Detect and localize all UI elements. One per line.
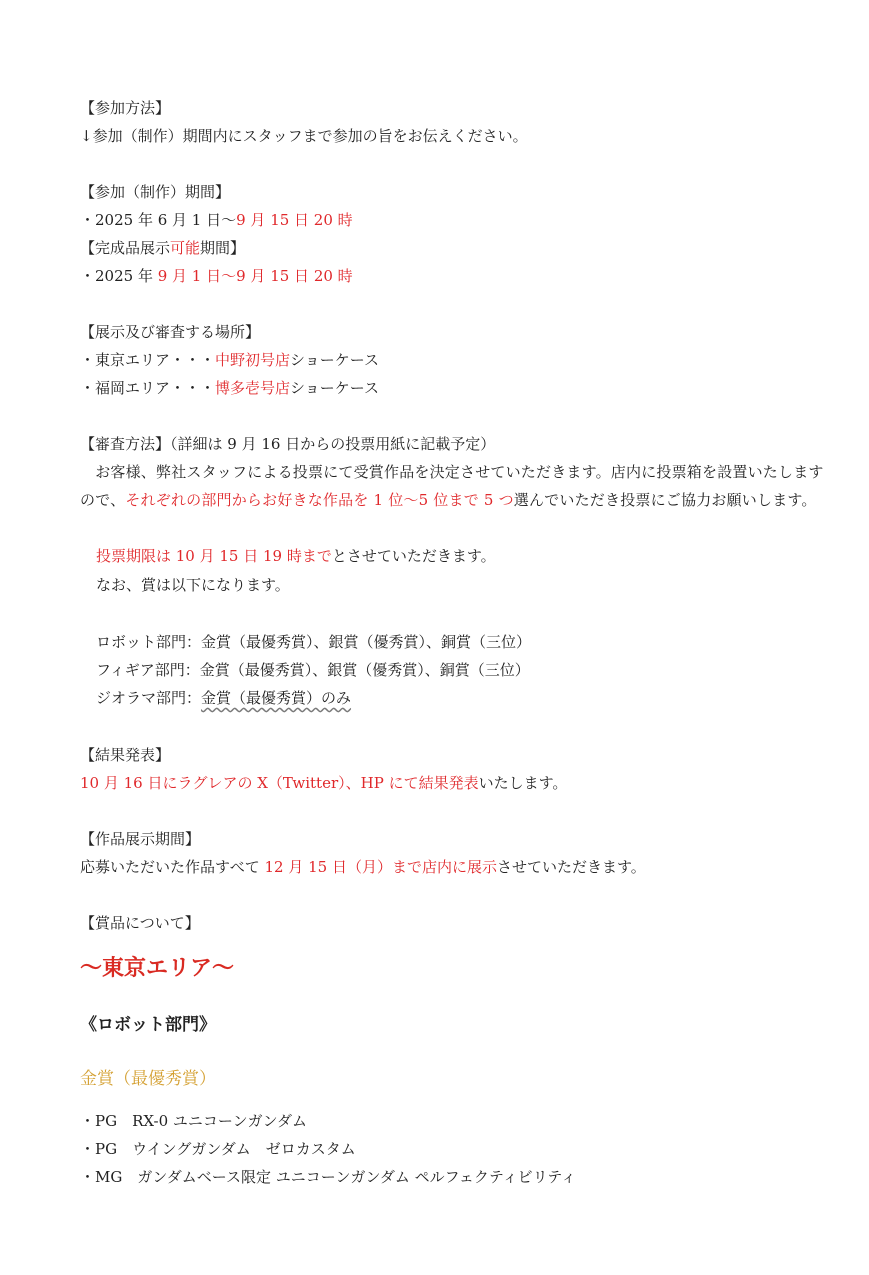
exhibit-prefix: 応募いただいた作品すべて — [80, 858, 265, 876]
vote-deadline-suffix: とさせていただきます。 — [331, 547, 496, 565]
display-line-red: 9 月 1 日〜9 月 15 日 20 時 — [157, 267, 353, 285]
category-heading: 《ロボット部門》 — [80, 1015, 216, 1035]
exhibit-line — [80, 857, 646, 877]
display-possible-heading — [80, 238, 245, 258]
awards-intro: なお、賞は以下になります。 — [96, 576, 290, 594]
award-row-figure: フィギア部門：金賞（最優秀賞）、銀賞（優秀賞）、銅賞（三位） — [96, 661, 530, 679]
area-heading: 〜東京エリア〜 — [80, 955, 235, 981]
diorama-value: 金賞（最優秀賞）のみ — [201, 689, 352, 707]
exhibit-heading: 【作品展示期間】 — [80, 830, 201, 848]
period-line — [80, 210, 353, 230]
display-heading-b: 期間】 — [200, 239, 246, 257]
location-item — [80, 350, 379, 370]
display-possible-line — [80, 266, 353, 286]
prize-item: ・PG ウイングガンダム ゼロカスタム — [80, 1140, 356, 1158]
judging-text-a: お客様、弊社スタッフによる投票にて受賞作品を決定させていただきます。店内に投票箱を設置いたしますので、 — [80, 463, 824, 509]
prize-item: ・MG ガンダムベース限定 ユニコーンガンダム ペルフェクティビリティ — [80, 1168, 577, 1186]
exhibit-suffix: させていただきます。 — [496, 858, 646, 876]
prizes-heading: 【賞品について】 — [80, 914, 200, 932]
results-line — [80, 773, 567, 793]
award-row-robot: ロボット部門：金賞（最優秀賞）、銀賞（優秀賞）、銅賞（三位） — [96, 633, 532, 651]
location-suffix: ショーケース — [290, 379, 379, 397]
join-text: ↓参加（制作）期間内にスタッフまで参加の旨をお伝えください。 — [80, 127, 528, 145]
location-prefix: ・福岡エリア・・・ — [80, 379, 216, 397]
results-red: 10 月 16 日にラグレアの X（Twitter）、HP にて結果発表 — [80, 774, 479, 792]
location-store: 中野初号店 — [215, 351, 291, 369]
location-suffix: ショーケース — [290, 351, 379, 369]
location-heading: 【展示及び審査する場所】 — [80, 323, 261, 341]
results-suffix: いたします。 — [478, 774, 568, 792]
judging-heading: 【審査方法】（詳細は 9 月 16 日からの投票用紙に記載予定） — [80, 435, 496, 453]
diorama-label: ジオラマ部門： — [96, 689, 202, 707]
judging-highlight: それぞれの部門からお好きな作品を 1 位〜5 位まで 5 つ — [125, 491, 514, 509]
results-heading: 【結果発表】 — [80, 746, 171, 764]
period-heading: 【参加（制作）期間】 — [80, 183, 231, 201]
vote-deadline — [96, 546, 496, 566]
join-heading: 【参加方法】 — [80, 99, 171, 117]
location-store: 博多壱号店 — [215, 379, 291, 397]
award-row-diorama — [96, 688, 351, 708]
location-prefix: ・東京エリア・・・ — [80, 351, 216, 369]
exhibit-red: 12 月 15 日（月）まで店内に展示 — [264, 858, 497, 876]
judging-text-b: 選んでいただき投票にご協力お願いします。 — [513, 491, 817, 509]
vote-deadline-red: 投票期限は 10 月 15 日 19 時まで — [96, 547, 332, 565]
prize-item: ・PG RX-0 ユニコーンガンダム — [80, 1112, 307, 1130]
period-prefix: ・2025 年 6 月 1 日〜 — [80, 211, 237, 229]
period-end: 9 月 15 日 20 時 — [236, 211, 353, 229]
display-heading-red: 可能 — [170, 239, 201, 257]
display-line-prefix: ・2025 年 — [80, 267, 158, 285]
location-item — [80, 378, 379, 398]
judging-paragraph — [80, 458, 832, 514]
display-heading-a: 【完成品展示 — [80, 239, 171, 257]
award-heading: 金賞（最優秀賞） — [80, 1069, 216, 1089]
